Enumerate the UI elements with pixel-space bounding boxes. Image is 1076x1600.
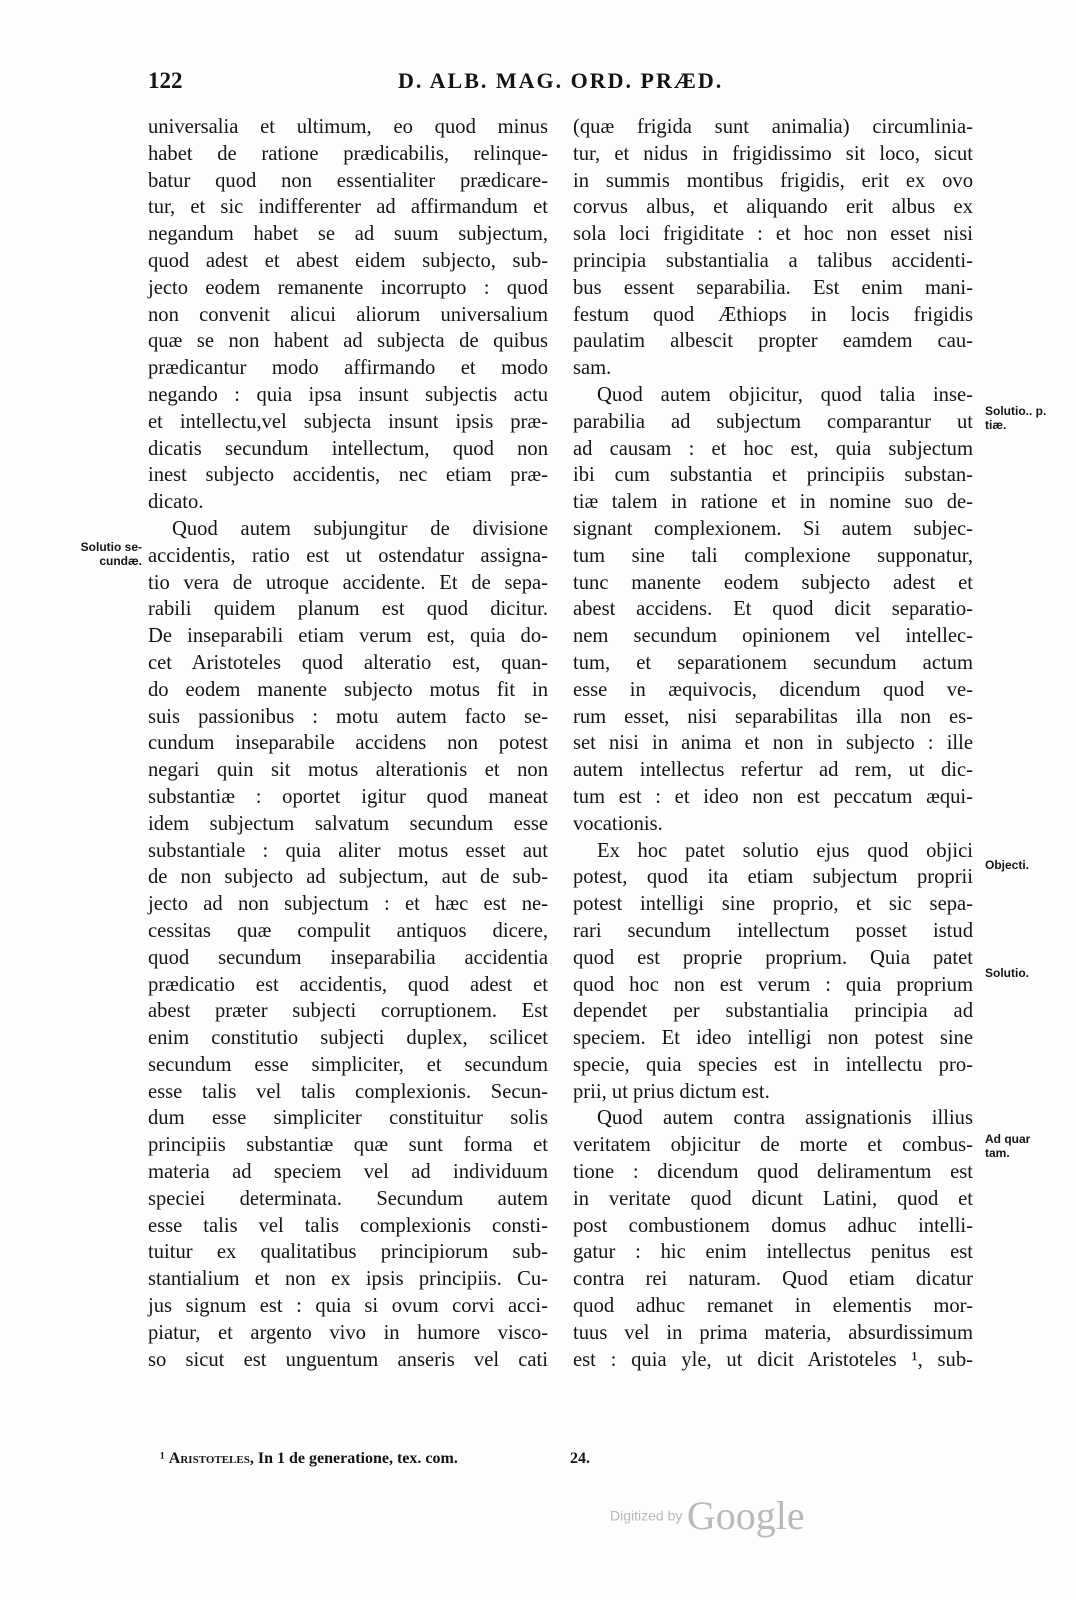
left-line: dicatis secundum intellectum, quod non: [148, 437, 548, 460]
digitized-watermark: [610, 1492, 805, 1539]
left-line: habet de ratione prædicabilis, relinque-: [148, 142, 548, 165]
left-line: accidentis, ratio est ut ostendatur assigna-: [148, 544, 548, 567]
right-line: (quæ frigida sunt animalia) circumlinia-: [573, 116, 973, 138]
right-line: est : quia yle, ut dicit Aristoteles ¹, sub-: [573, 1348, 973, 1371]
watermark-prefix: Digitized by: [610, 1507, 683, 1524]
right-line: quod hoc non est verum : quia proprium: [573, 973, 973, 996]
left-line: speciei determinata. Secundum autem: [148, 1187, 548, 1210]
left-line: universalia et ultimum, eo quod minus: [148, 116, 548, 138]
left-line: cessitas quæ compulit antiquos dicere,: [148, 919, 548, 942]
right-line: Ex hoc patet solutio ejus quod objici: [597, 839, 973, 862]
footnote-author: Aristoteles,: [168, 1450, 254, 1467]
right-line: esse in æquivocis, dicendum quod ve-: [573, 678, 973, 701]
left-line: tur, et sic indifferenter ad affirmandum et: [148, 196, 548, 219]
right-line: tunc manente eodem subjecto adest et: [573, 571, 973, 594]
left-line: tuitur ex qualitatibus principiorum sub-: [148, 1241, 548, 1264]
left-line: enim constitutio subjecti duplex, scilicet: [148, 1027, 548, 1050]
right-line: potest, quod ita etiam subjectum proprii: [573, 866, 973, 889]
right-line: speciem. Et ideo intelligi non potest sine: [573, 1027, 973, 1050]
right-line: dependet per substantialia principia ad: [573, 1000, 973, 1023]
right-line: tum, et separationem secundum actum: [573, 651, 973, 674]
right-line: corvus albus, et aliquando erit albus ex: [573, 196, 973, 219]
right-line: vocationis.: [573, 812, 663, 835]
left-line: dum esse simpliciter constituitur solis: [148, 1107, 548, 1130]
left-line: non convenit alicui aliorum universalium: [148, 303, 548, 326]
right-line: sam.: [573, 357, 612, 380]
right-line: tum sine tali complexione supponatur,: [573, 544, 973, 567]
left-line: cet Aristoteles quod alteratio est, quan-: [148, 651, 548, 674]
right-line: tur, et nidus in frigidissimo sit loco, sicut: [573, 142, 973, 165]
right-line: principia substantialia a talibus accidenti-: [573, 249, 973, 272]
left-line: principiis substantiæ quæ sunt forma et: [148, 1134, 548, 1157]
right-line: parabilia ad subjectum comparantur ut: [573, 410, 973, 433]
footnote-number: 24.: [570, 1450, 590, 1467]
left-line: negandum habet se ad suum subjectum,: [148, 223, 548, 246]
left-line: tio vera de utroque accidente. Et de sepa-: [148, 571, 548, 594]
left-line: quæ se non habent ad subjecta de quibus: [148, 330, 548, 353]
right-line: specie, quia species est in intellectu pro-: [573, 1053, 973, 1076]
left-line: esse talis vel talis complexionis consti-: [148, 1214, 548, 1237]
right-line: bus essent separabilia. Est enim mani-: [573, 276, 973, 299]
google-logo: Google: [686, 1493, 805, 1538]
left-line: substantiæ : oportet igitur quod maneat: [148, 785, 548, 808]
right-line: sola loci frigiditate : et hoc non esset nisi: [573, 223, 973, 246]
right-line: rum esset, nisi separabilitas illa non es-: [573, 705, 973, 728]
left-line: abest præter subjecti corruptionem. Est: [148, 1000, 548, 1023]
right-line: tione : dicendum quod deliramentum est: [573, 1161, 973, 1184]
right-line: nem secundum opinionem vel intellec-: [573, 625, 973, 648]
right-line: potest intelligi sine proprio, et sic sepa-: [573, 893, 973, 916]
left-line: De inseparabili etiam verum est, quia do-: [148, 625, 548, 648]
right-line: prii, ut prius dictum est.: [573, 1080, 770, 1103]
margin-note-solutio-tertiae: Solutio.. p. tiæ.: [985, 404, 1047, 432]
margin-note-ad-quartam: Ad quar tam.: [985, 1132, 1031, 1160]
left-line: esse talis vel talis complexionis. Secun-: [148, 1080, 548, 1103]
right-line: festum quod Æthiops in locis frigidis: [573, 303, 973, 326]
left-line: suis passionibus : motu autem facto se-: [148, 705, 548, 728]
left-line: et intellectu,vel subjecta insunt ipsis præ-: [148, 410, 548, 433]
left-line: piatur, et argento vivo in humore visco-: [148, 1321, 548, 1344]
right-line: post combustionem domus adhuc intelli-: [573, 1214, 973, 1237]
left-line: jus signum est : quia si ovum corvi acci-: [148, 1295, 548, 1318]
right-line: abest accidens. Et quod dicit separatio-: [573, 598, 973, 621]
footnote: [160, 1450, 980, 1468]
running-head: D. ALB. MAG. ORD. PRÆD.: [398, 68, 724, 93]
left-line: negari quin sit motus alterationis et non: [148, 759, 548, 782]
left-line: do eodem manente subjecto motus fit in: [148, 678, 548, 701]
left-line: dicato.: [148, 491, 204, 514]
right-line: tiæ talem in ratione et in nomine suo de-: [573, 491, 973, 514]
right-line: signant complexionem. Si autem subjec-: [573, 517, 973, 540]
left-line: idem subjectum salvatum secundum esse: [148, 812, 548, 835]
left-line: rabili quidem planum est quod dicitur.: [148, 598, 548, 621]
right-line: quod adhuc remanet in elementis mor-: [573, 1295, 973, 1318]
left-line: quod secundum inseparabilia accidentia: [148, 946, 548, 969]
left-line: stantialium et non ex ipsis principiis. Cu-: [148, 1268, 548, 1291]
right-line: rari secundum intellectum posset istud: [573, 919, 973, 942]
left-line: inest subjecto accidentis, nec etiam præ-: [148, 464, 548, 487]
page-header: [0, 68, 1076, 98]
margin-note-objectio: Objecti.: [985, 858, 1030, 872]
left-line: secundum esse simpliciter, et secundum: [148, 1053, 548, 1076]
left-line: substantiale : quia aliter motus esset aut: [148, 839, 548, 862]
right-line: gatur : hic enim intellectus penitus est: [573, 1241, 973, 1264]
right-line: in summis montibus frigidis, erit ex ovo: [573, 169, 973, 192]
right-column: [573, 114, 973, 1373]
right-line: ad causam : et hoc est, quia subjectum: [573, 437, 973, 460]
left-column: [148, 114, 548, 1373]
right-line: set nisi in anima et non in subjecto : ille: [573, 732, 973, 755]
right-line: paulatim albescit propter eamdem cau-: [573, 330, 973, 353]
margin-note-solutio: Solutio.: [985, 966, 1029, 980]
left-line: prædicatio est accidentis, quod adest et: [148, 973, 548, 996]
right-line: quod est proprie proprium. Quia patet: [573, 946, 973, 969]
left-line: de non subjecto ad subjectum, aut de sub-: [148, 866, 548, 889]
right-line: veritatem objicitur de morte et combus-: [573, 1134, 973, 1157]
right-line: Quod autem contra assignationis illius: [597, 1107, 973, 1130]
left-line: so sicut est unguentum anseris vel cati: [148, 1348, 548, 1371]
right-line: autem intellectus refertur ad rem, ut dic-: [573, 759, 973, 782]
left-line: jecto ad non subjectum : et hæc est ne-: [148, 893, 548, 916]
footnote-marker: ¹: [160, 1450, 165, 1467]
page-number: 122: [148, 68, 183, 93]
left-line: prædicantur modo affirmando et modo: [148, 357, 548, 380]
left-line: Quod autem subjungitur de divisione: [172, 517, 548, 540]
right-line: Quod autem objicitur, quod talia inse-: [597, 383, 973, 406]
left-line: jecto eodem remanente incorrupto : quod: [148, 276, 548, 299]
left-line: quod adest et abest eidem subjecto, sub-: [148, 249, 548, 272]
right-line: ibi cum substantia et principiis substan-: [573, 464, 973, 487]
footnote-text: In 1 de generatione, tex. com.: [257, 1450, 458, 1467]
left-line: negando : quia ipsa insunt subjectis actu: [148, 383, 548, 406]
left-line: batur quod non essentialiter prædicare-: [148, 169, 548, 192]
left-line: cundum inseparabile accidens non potest: [148, 732, 548, 755]
right-line: tum est : et ideo non est peccatum æqui-: [573, 785, 973, 808]
right-line: in veritate quod dicunt Latini, quod et: [573, 1187, 973, 1210]
right-line: contra rei naturam. Quod etiam dicatur: [573, 1268, 973, 1291]
left-line: materia ad speciem vel ad individuum: [148, 1161, 548, 1184]
right-line: tuus vel in prima materia, absurdissimum: [573, 1321, 973, 1344]
margin-note-solutio-secundae: Solutio se- cundæ.: [80, 540, 142, 568]
